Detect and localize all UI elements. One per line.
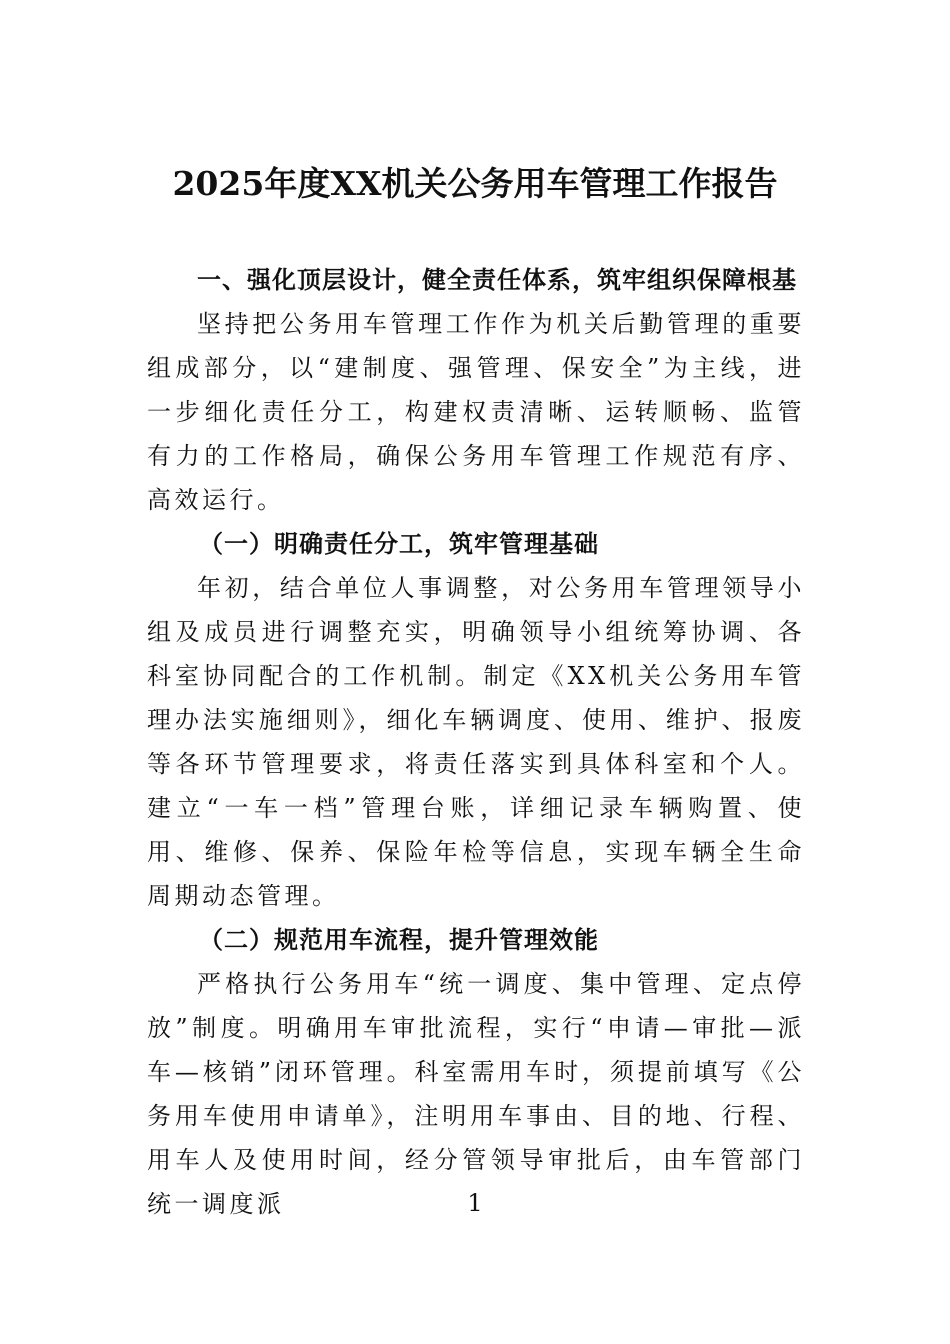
page-number: 1 bbox=[467, 1189, 483, 1217]
subsection-heading: （二）规范用车流程，提升管理效能 bbox=[199, 925, 599, 954]
body-paragraph: 严格执行公务用车“统一调度、集中管理、定点停放”制度。明确用车审批流程，实行“申请—审批—派车—核销”闭环管理。科室需用车时，须提前填写《公务用车使用申请单》，注明用车事由、目的地、行程、用车人及使用时间，经分管领导审批后，由车管部门统一调度派 bbox=[147, 970, 805, 1218]
section-heading: 一、强化顶层设计，健全责任体系，筑牢组织保障根基 bbox=[197, 266, 797, 294]
subsection-heading: （一）明确责任分工，筑牢管理基础 bbox=[199, 529, 599, 558]
document-title: 2025年度XX机关公务用车管理工作报告 bbox=[172, 164, 778, 203]
document-body bbox=[147, 258, 805, 1226]
body-paragraph: 坚持把公务用车管理工作作为机关后勤管理的重要组成部分，以“建制度、强管理、保安全”为主线，进一步细化责任分工，构建权责清晰、运转顺畅、监管有力的工作格局，确保公务用车管理工作规范有序、高效运行。 bbox=[147, 310, 805, 514]
body-paragraph: 年初，结合单位人事调整，对公务用车管理领导小组及成员进行调整充实，明确领导小组统筹协调、各科室协同配合的工作机制。制定《XX机关公务用车管理办法实施细则》，细化车辆调度、使用、维护、报废等各环节管理要求，将责任落实到具体科室和个人。建立“一车一档”管理台账，详细记录车辆购置、使用、维修、保养、保险年检等信息，实现车辆全生命周期动态管理。 bbox=[147, 574, 805, 910]
